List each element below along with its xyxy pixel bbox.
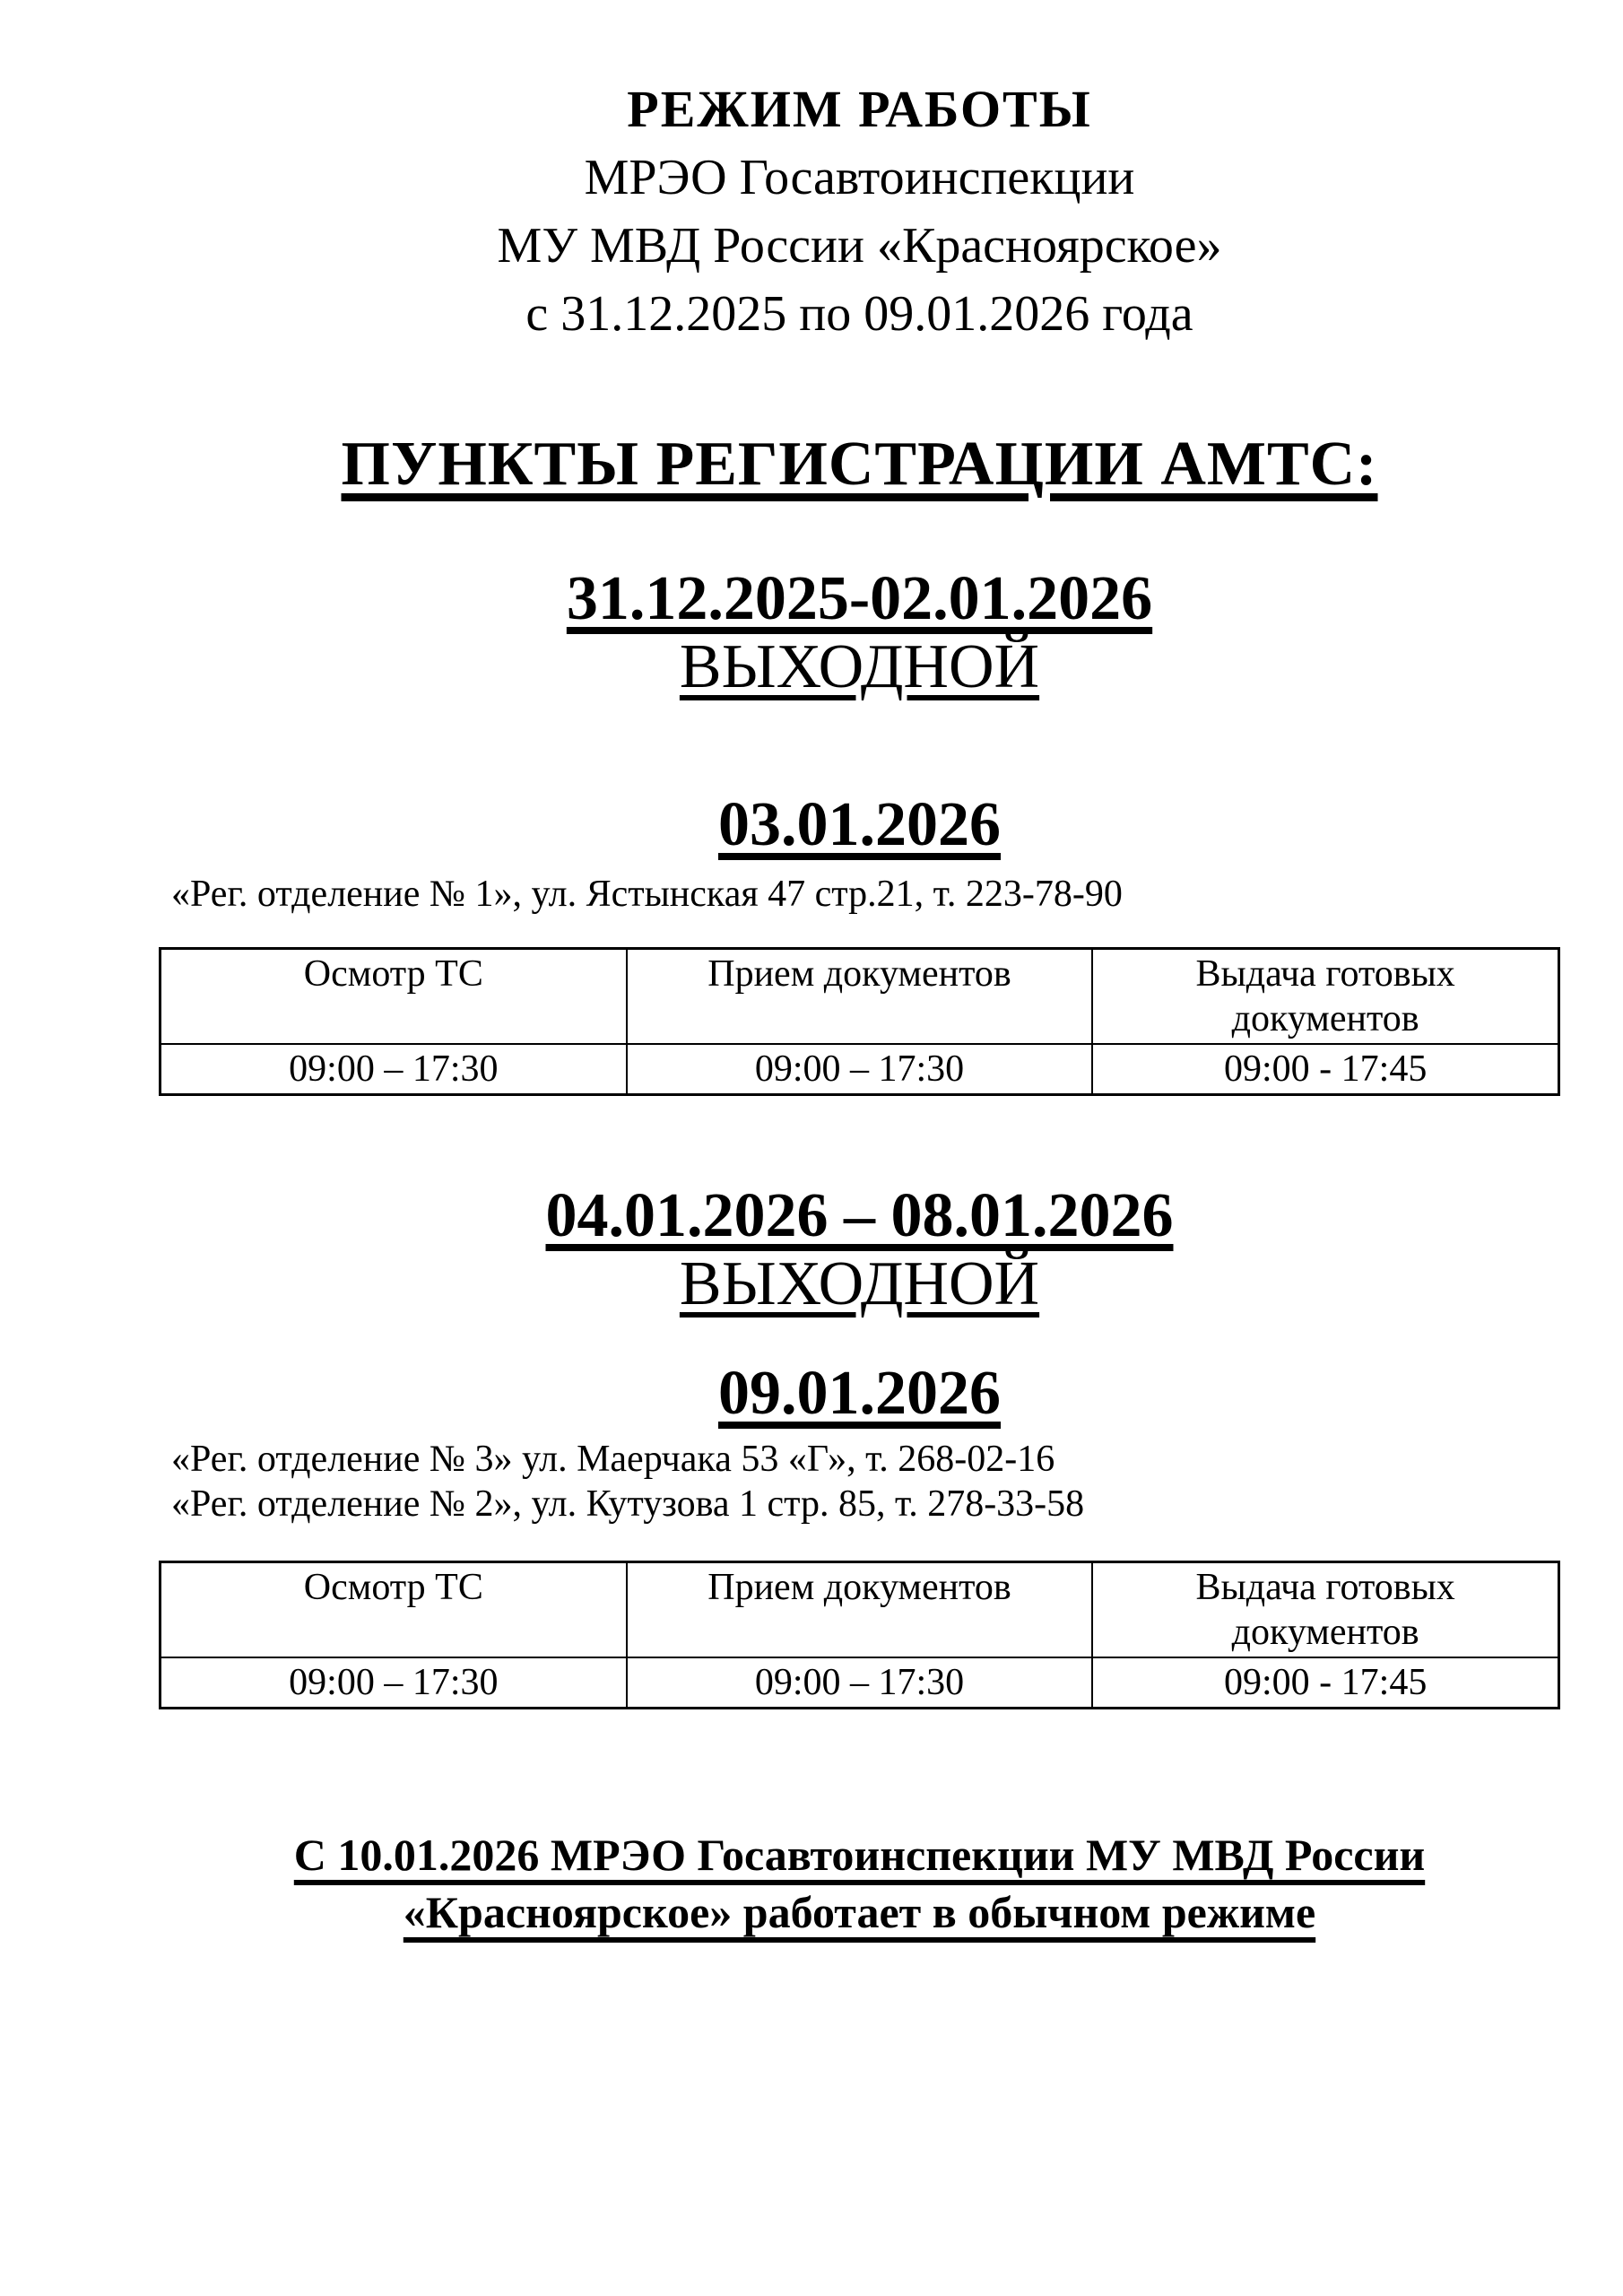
title-line-4: с 31.12.2025 по 09.01.2026 года (525, 286, 1193, 342)
hours-inspection: 09:00 – 17:30 (161, 1044, 627, 1095)
period1-status: ВЫХОДНОЙ (679, 632, 1040, 701)
section-heading-registration-points: ПУНКТЫ РЕГИСТРАЦИИ АМТС: (341, 430, 1378, 499)
header-label: Осмотр ТС (303, 1567, 483, 1608)
header-label: Прием документов (707, 953, 1011, 995)
document-page (159, 0, 1560, 1941)
period2-status: ВЫХОДНОЙ (679, 1249, 1040, 1318)
day1-address-1: «Рег. отделение № 1», ул. Ястынская 47 стр.21, т. 223-78-90 (171, 874, 1123, 915)
day2-address-2: «Рег. отделение № 2», ул. Кутузова 1 стр. 85, т. 278-33-58 (171, 1483, 1085, 1525)
hours-documents-issue: 09:00 - 17:45 (1092, 1044, 1558, 1095)
table-data-row (161, 1044, 1559, 1095)
header-cell-inspection (161, 1562, 627, 1658)
footer-note: С 10.01.2026 МРЭО Госавтоинспекции МУ МВД России «Красноярское» работает в обычном режиме (293, 1830, 1426, 1937)
day1-date-heading: 03.01.2026 (718, 790, 1001, 859)
schedule-table-day1 (159, 947, 1560, 1096)
header-label: Выдача готовых документов (1195, 1567, 1455, 1653)
header-label: Прием документов (707, 1567, 1011, 1608)
header-cell-documents-intake (627, 1562, 1093, 1658)
period1-date-range: 31.12.2025-02.01.2026 (566, 564, 1153, 633)
table-header-row (161, 1562, 1559, 1658)
header-label: Выдача готовых документов (1195, 953, 1455, 1039)
title-line-2: МРЭО Госавтоинспекции (584, 150, 1135, 205)
day2-address-1: «Рег. отделение № 3» ул. Маерчака 53 «Г», т. 268-02-16 (171, 1439, 1055, 1480)
title-line-3: МУ МВД России «Красноярское» (497, 218, 1222, 274)
hours-documents-issue: 09:00 - 17:45 (1092, 1657, 1558, 1709)
header-cell-inspection (161, 949, 627, 1045)
header-cell-documents-intake (627, 949, 1093, 1045)
period2-date-range: 04.01.2026 – 08.01.2026 (545, 1181, 1174, 1250)
header-cell-documents-issue (1092, 949, 1558, 1045)
table-header-row (161, 949, 1559, 1045)
header-cell-documents-issue (1092, 1562, 1558, 1658)
day2-address-block (159, 1437, 1560, 1526)
day2-date-heading: 09.01.2026 (718, 1359, 1001, 1428)
header-label: Осмотр ТС (303, 953, 483, 995)
schedule-table-day2 (159, 1561, 1560, 1709)
title-line-1: РЕЖИМ РАБОТЫ (627, 80, 1092, 138)
document-title-block (159, 0, 1560, 348)
table-data-row (161, 1657, 1559, 1709)
hours-inspection: 09:00 – 17:30 (161, 1657, 627, 1709)
day1-address-block (159, 872, 1560, 917)
hours-documents-intake: 09:00 – 17:30 (627, 1657, 1093, 1709)
hours-documents-intake: 09:00 – 17:30 (627, 1044, 1093, 1095)
